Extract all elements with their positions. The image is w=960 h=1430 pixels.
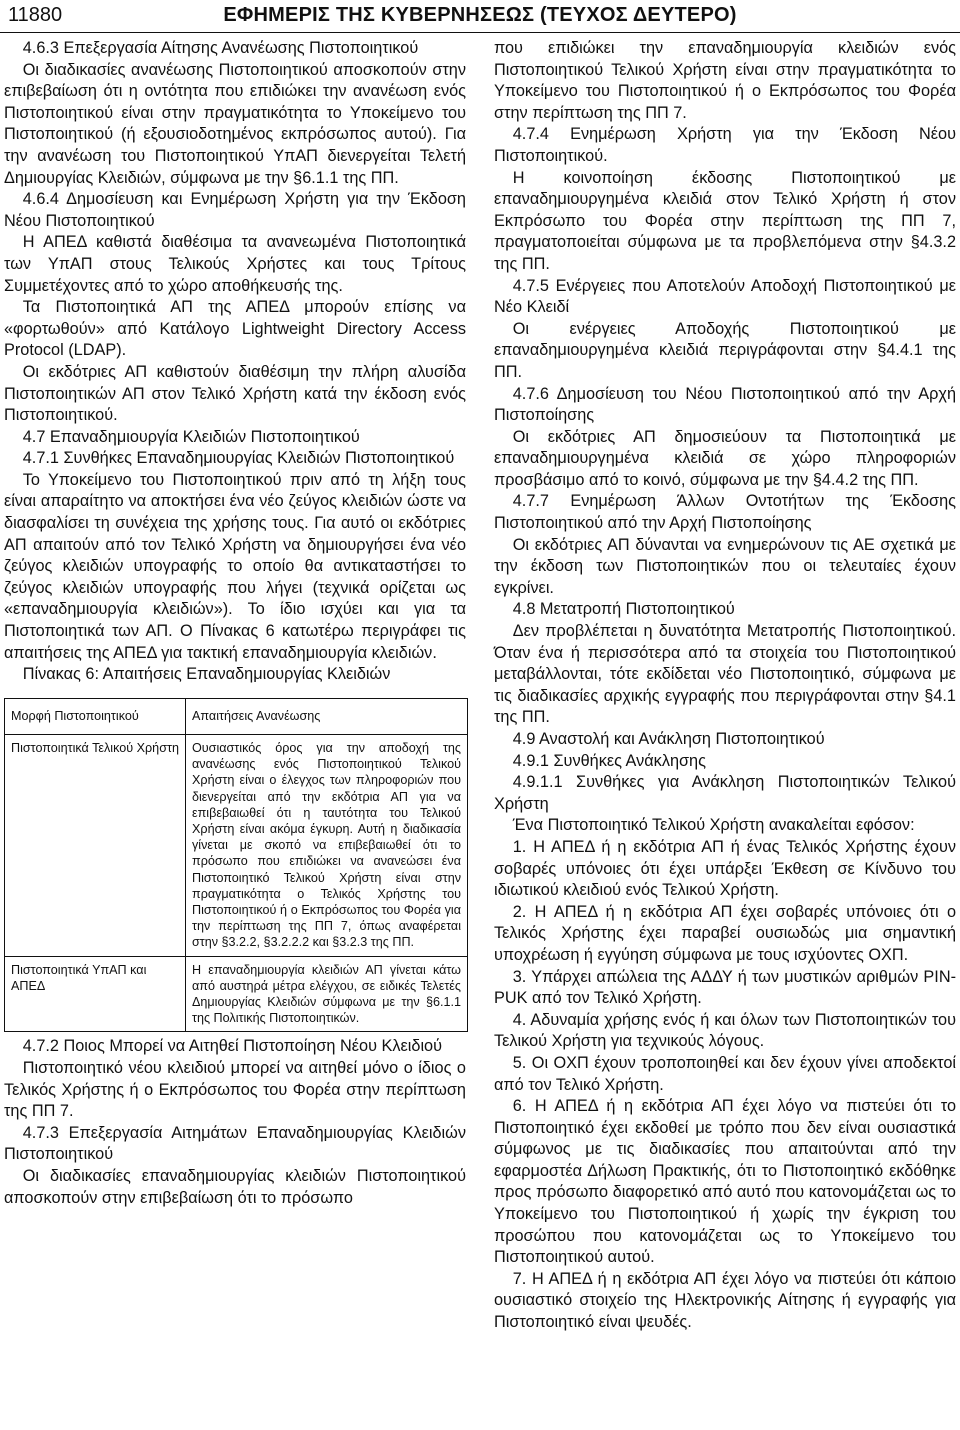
list-item: 4. Αδυναμία χρήσης ενός ή και όλων των Πιστοποιητικών του Τελικού Χρήστη για τεχνικούς λόγους. bbox=[494, 1010, 956, 1051]
paragraph: Τα Πιστοποιητικά ΑΠ της ΑΠΕΔ μπορούν επίσης να «φορτωθούν» από Κατάλογο Lightweight Directory Access Protocol (LDAP). bbox=[4, 298, 466, 360]
list-item: 5. Οι ΟΧΠ έχουν τροποποιηθεί και δεν έχουν γίνει αποδεκτοί από τον Τελικό Χρήστη. bbox=[494, 1053, 956, 1094]
paragraph: Οι διαδικασίες ανανέωσης Πιστοποιητικού αποσκοπούν στην επιβεβαίωση ότι η οντότητα που επιδιώκει την ανανέωση ενός Πιστοποιητικού είναι στην πραγματικότητα το Υποκείμενο του Πιστοποιητικού (ή εξουσιοδοτημένος εκπρόσωπος αυτού). Για την ανανέωση του Πιστοποιητικού ΥπΑΠ διενεργείται Τελετή Δημιουργίας Κλειδιών, σύμφωνα με την §6.1.1 της ΠΠ. bbox=[4, 60, 466, 187]
paragraph: Η ΑΠΕΔ καθιστά διαθέσιμα τα ανανεωμένα Πιστοποιητικά των ΥπΑΠ στους Τελικούς Χρήστες και τους Τρίτους Συμμετέχοντες από το χώρο αποθήκευσής της. bbox=[4, 233, 466, 295]
section-heading-4-7: 4.7 Επαναδημιουργία Κλειδιών Πιστοποιητικού bbox=[22, 427, 360, 446]
section-heading-4-7-2: 4.7.2 Ποιος Μπορεί να Αιτηθεί Πιστοποίηση Νέου Κλειδιού bbox=[22, 1037, 443, 1056]
table-cell-type: Πιστοποιητικά ΥπΑΠ και ΑΠΕΔ bbox=[5, 956, 186, 1032]
list-item: 6. Η ΑΠΕΔ ή η εκδότρια ΑΠ έχει λόγο να πιστεύει ότι το Πιστοποιητικό έχει εκδοθεί με τρόπο που δεν είναι ουσιαστικά σύμφωνος με τις διαδικασίες που απαιτούνται από την εφαρμοστέα Δήλωση Πρακτικής, ότι το Πιστοποιητικό εκδόθηκε προς πρόσωπο διαφορετικό από αυτό που κατονομάζεται ως το Υποκείμενο του Πιστοποιητικού ή χωρίς την έγκριση του προσώπου που κατονομάζεται ως το Υποκείμενο του Πιστοποιητικού αυτού. bbox=[494, 1097, 956, 1267]
paragraph: Ένα Πιστοποιητικό Τελικού Χρήστη ανακαλείται εφόσον: bbox=[512, 816, 915, 835]
section-heading-4-7-7: 4.7.7 Ενημέρωση Άλλων Οντοτήτων της Έκδοσης Πιστοποιητικού από την Αρχή Πιστοποίησης bbox=[494, 492, 956, 533]
right-column bbox=[494, 38, 956, 1334]
section-heading-4-7-6: 4.7.6 Δημοσίευση του Νέου Πιστοποιητικού από την Αρχή Πιστοποίησης bbox=[494, 384, 956, 425]
table-cell-requirement: Η επαναδημιουργία κλειδιών ΑΠ γίνεται κάτω από αυστηρά μέτρα ελέγχου, σε ειδικές Τελετές Δημιουργίας Κλειδιών σύμφωνα με την §6.1.1 της Πολιτικής Πιστοποιητικών. bbox=[186, 956, 468, 1032]
paragraph: που επιδιώκει την επαναδημιουργία κλειδιών ενός Πιστοποιητικού Τελικού Χρήστη είναι στην πραγματικότητα το Υποκείμενο του Πιστοποιητικού ή ο Εκπρόσωπος του Φορέα στην περίπτωση της ΠΠ 7. bbox=[494, 39, 956, 122]
section-heading-4-9-1: 4.9.1 Συνθήκες Ανάκλησης bbox=[512, 751, 706, 770]
paragraph: Δεν προβλέπεται η δυνατότητα Μετατροπής Πιστοποιητικού. Όταν ένα ή περισσότερα από τα στοιχεία του Πιστοποιητικού μεταβάλλονται, τότε εκδίδεται νέο Πιστοποιητικό, σύμφωνα με τις διαδικασίες αρχικής εγγραφής που περιγράφονται στην §4.1 της ΠΠ. bbox=[494, 622, 956, 727]
paragraph: Οι εκδότριες ΑΠ δημοσιεύουν τα Πιστοποιητικά με επαναδημιουργημένα κλειδιά σε χώρο πληροφοριών προσβάσιμο από το κοινό, σύμφωνα με την §4.4.2 της ΠΠ. bbox=[494, 427, 956, 489]
list-item: 1. Η ΑΠΕΔ ή η εκδότρια ΑΠ ή ένας Τελικός Χρήστης έχουν σοβαρές υπόνοιες ότι έχει υπάρξει Έκθεση σε Κίνδυνο του ιδιωτικού κλειδιού ενός Τελικού Χρήστη. bbox=[494, 837, 956, 900]
paragraph: Οι εκδότριες ΑΠ καθιστούν διαθέσιμη την πλήρη αλυσίδα Πιστοποιητικών ΑΠ στον Τελικό Χρήστη κατά την έκδοση ενός Πιστοποιητικού. bbox=[4, 362, 466, 425]
section-heading-4-8: 4.8 Μετατροπή Πιστοποιητικού bbox=[512, 600, 735, 619]
paragraph: Η κοινοποίηση έκδοσης Πιστοποιητικού με επαναδημιουργημένα κλειδιά στον Τελικό Χρήστη ή στον Εκπρόσωπο του Φορέα στην περίπτωση της ΠΠ 7, πραγματοποιείται σύμφωνα με τα προβλεπόμενα στην §4.3.2 της ΠΠ. bbox=[494, 168, 956, 273]
page-number: 11880 bbox=[8, 4, 63, 26]
left-column bbox=[4, 38, 466, 1209]
paragraph: Πιστοποιητικό νέου κλειδιού μπορεί να αιτηθεί μόνο ο ίδιος ο Τελικός Χρήστης ή ο Εκπρόσωπος του Φορέα στην περίπτωση της ΠΠ 7. bbox=[4, 1059, 466, 1121]
section-heading-4-9: 4.9 Αναστολή και Ανάκληση Πιστοποιητικού bbox=[512, 730, 825, 748]
table-header-row bbox=[5, 698, 468, 734]
list-item: 7. Η ΑΠΕΔ ή η εκδότρια ΑΠ έχει λόγο να πιστεύει ότι κάποιο ουσιαστικό στοιχείο της Ηλεκτρονικής Αίτησης ή εγγραφής για Πιστοποιητικό είναι ψευδές. bbox=[494, 1269, 956, 1332]
section-heading-4-7-4: 4.7.4 Ενημέρωση Χρήστη για την Έκδοση Νέου Πιστοποιητικού. bbox=[494, 125, 956, 165]
section-heading-4-7-1: 4.7.1 Συνθήκες Επαναδημιουργίας Κλειδιών Πιστοποιητικού bbox=[22, 449, 455, 468]
table-caption: Πίνακας 6: Απαιτήσεις Επαναδημιουργίας Κλειδιών bbox=[22, 665, 391, 684]
paragraph: Οι εκδότριες ΑΠ δύνανται να ενημερώνουν τις ΑΕ σχετικά με την έκδοση των Πιστοποιητικών που οι τελευταίες έχουν εγκρίνει. bbox=[494, 535, 956, 597]
section-heading-4-6-3: 4.6.3 Επεξεργασία Αίτησης Ανανέωσης Πιστοποιητικού bbox=[22, 39, 419, 57]
table-header-cell: Μορφή Πιστοποιητικού bbox=[5, 698, 186, 734]
header-rule bbox=[0, 32, 960, 33]
table-header-cell: Απαιτήσεις Ανανέωσης bbox=[186, 698, 468, 734]
list-item: 2. Η ΑΠΕΔ ή η εκδότρια ΑΠ έχει σοβαρές υπόνοιες ότι ο Τελικός Χρήστης έχει παραβεί ουσιωδώς μια σημαντική υποχρέωση ή εγγύηση σύμφωνα με τους ισχύοντες ΟΧΠ. bbox=[494, 902, 956, 964]
page-header bbox=[0, 0, 960, 36]
paragraph: Οι ενέργειες Αποδοχής Πιστοποιητικού με επαναδημιουργημένα κλειδιά περιγράφονται στην §4.4.1 της ΠΠ. bbox=[494, 319, 956, 381]
paragraph: Το Υποκείμενο του Πιστοποιητικού πριν από τη λήξη τους είναι απαραίτητο να αποκτήσει ένα νέο ζεύγος κλειδιών ώστε να διασφαλίσει τη συνέχεια της χρήσης τους. Για αυτό οι εκδότριες ΑΠ απαιτούν από τον Τελικό Χρήστη να δημιουργήσει ένα νέο ζεύγος κλειδιών υπογραφής το οποίο θα αντικαταστήσει το ζεύγος κλειδιών υπογραφής που λήγει (τεχνικά ορίζεται ως «επαναδημιουργία κλειδιών»). Το ίδιο ισχύει και για τα Πιστοποιητικά των ΑΠ. Ο Πίνακας 6 κατωτέρω περιγράφει τις απαιτήσεις της ΑΠΕΔ για τακτική επαναδημιουργία κλειδιών. bbox=[4, 470, 466, 662]
paragraph: Οι διαδικασίες επαναδημιουργίας κλειδιών Πιστοποιητικού αποσκοπούν στην επιβεβαίωση ότι το πρόσωπο bbox=[4, 1167, 466, 1207]
gazette-title: ΕΦΗΜΕΡΙΣ ΤΗΣ ΚΥΒΕΡΝΗΣΕΩΣ (ΤΕΥΧΟΣ ΔΕΥΤΕΡΟ) bbox=[223, 4, 737, 26]
table-cell-type: Πιστοποιητικά Τελικού Χρήστη bbox=[5, 735, 186, 957]
table-row bbox=[5, 956, 468, 1032]
table-cell-requirement: Ουσιαστικός όρος για την αποδοχή της ανανέωσης ενός Πιστοποιητικού Τελικού Χρήστη είναι ο έλεγχος των πληροφοριών που διενεργείται από την εκδότρια ΑΠ για να επιβεβαιωθεί ότι η ταυτότητα του Τελικού Χρήστη είναι ακόμα έγκυρη. Αυτή η διαδικασία γίνεται με σκοπό να επιβεβαιωθεί ότι το πρόσωπο που επιδιώκει να ανανεώσει ένα Πιστοποιητικό Τελικού Χρήστη είναι στην πραγματικότητα ο Τελικός Χρήστης του Πιστοποιητικού ή ο Εκπρόσωπος του Φορέα για την περίπτωση της ΠΠ 7, όπως αναφέρεται στην §3.2.2, §3.2.2.2 και §3.2.3 της ΠΠ. bbox=[186, 735, 468, 957]
section-heading-4-6-4: 4.6.4 Δημοσίευση και Ενημέρωση Χρήστη για την Έκδοση Νέου Πιστοποιητικού bbox=[4, 190, 466, 230]
list-item: 3. Υπάρχει απώλεια της ΑΔΔΥ ή των μυστικών αριθμών PIN-PUK από τον Τελικό Χρήστη. bbox=[494, 967, 956, 1008]
key-renewal-requirements-table bbox=[4, 698, 468, 1033]
section-heading-4-9-1-1: 4.9.1.1 Συνθήκες για Ανάκληση Πιστοποιητικών Τελικού Χρήστη bbox=[494, 773, 956, 813]
section-heading-4-7-5: 4.7.5 Ενέργειες που Αποτελούν Αποδοχή Πιστοποιητικού με Νέο Κλειδί bbox=[494, 276, 956, 317]
section-heading-4-7-3: 4.7.3 Επεξεργασία Αιτημάτων Επαναδημιουργίας Κλειδιών Πιστοποιητικού bbox=[4, 1123, 466, 1164]
table-row bbox=[5, 735, 468, 957]
